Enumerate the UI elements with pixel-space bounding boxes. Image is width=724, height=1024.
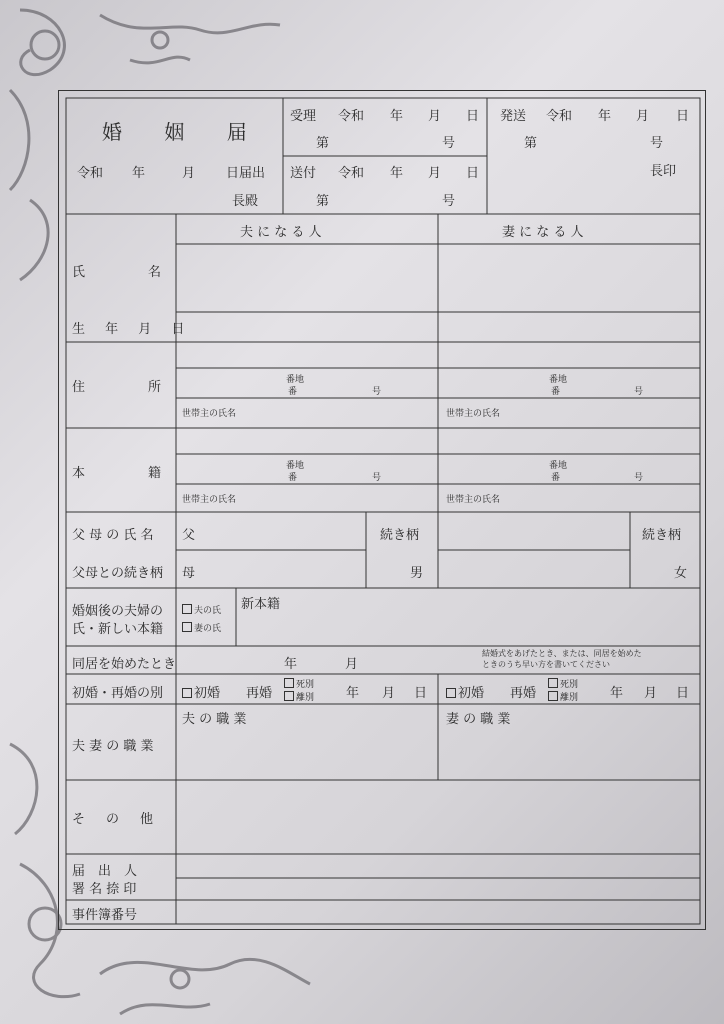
husband-kind-year: 年: [346, 686, 360, 701]
checkbox-icon: [284, 691, 294, 701]
checkbox-icon: [548, 691, 558, 701]
sofu-go: 号: [442, 194, 456, 209]
wife-shibetsu-option[interactable]: [548, 677, 578, 690]
checkbox-icon: [182, 622, 192, 632]
shin-honseki-label: 新本籍: [241, 597, 281, 612]
chodono-label: 長殿: [232, 194, 259, 209]
row-label-new-surname-1: 婚姻後の夫婦の: [72, 604, 164, 619]
husband-kind-day: 日: [414, 686, 428, 701]
dokyo-month: 月: [345, 657, 359, 672]
row-label-address: 住 所: [72, 380, 168, 395]
husband-address-setainushi: 世帯主の氏名: [182, 409, 237, 419]
checkbox-icon: [446, 688, 456, 698]
husband-zokugara-otoko: 男: [410, 566, 424, 581]
juri-day: 日: [466, 109, 480, 124]
wife-honseki-setainushi: 世帯主の氏名: [446, 495, 501, 505]
wife-rikon-option[interactable]: [548, 690, 578, 703]
husband-honseki-banchi: 番地: [286, 461, 305, 471]
husband-shokon-label: 初婚: [194, 686, 221, 701]
husband-name-field[interactable]: [177, 245, 437, 311]
husband-address-go: 号: [372, 387, 382, 397]
sofu-day: 日: [466, 166, 480, 181]
column-wife: 妻 に な る 人: [502, 225, 584, 240]
checkbox-icon: [548, 678, 558, 688]
husband-shibetsu-option[interactable]: [284, 677, 314, 690]
husband-honseki-setainushi: 世帯主の氏名: [182, 495, 237, 505]
date-day-todokede: 日届出: [226, 166, 266, 181]
surname-option-wife[interactable]: [182, 621, 221, 634]
juri-year: 年: [390, 109, 404, 124]
husband-address-ban: 番: [288, 387, 298, 397]
husband-shibetsu-label: 死別: [296, 680, 315, 690]
husband-honseki-ban: 番: [288, 473, 298, 483]
husband-mother-label: 母: [182, 566, 196, 581]
wife-rikon-label: 離別: [560, 693, 579, 703]
surname-option-husband[interactable]: [182, 603, 221, 616]
wife-shokon-option[interactable]: [446, 682, 484, 701]
husband-birth-field[interactable]: [177, 313, 437, 341]
wife-shokon-label: 初婚: [458, 686, 485, 701]
hasso-day: 日: [676, 109, 690, 124]
husband-saikon-label: 再婚: [246, 686, 273, 701]
wife-zokugara-onna: 女: [674, 566, 688, 581]
dokyo-note-2: ときのうち早い方を書いてください: [482, 660, 610, 669]
surname-option-husband-label: 夫の氏: [194, 606, 222, 616]
row-label-name: 氏 名: [72, 265, 168, 280]
column-husband: 夫 に な る 人: [240, 225, 322, 240]
husband-zokugara-label: 続き柄: [380, 528, 420, 543]
juri-go: 号: [442, 136, 456, 151]
wife-shibetsu-label: 死別: [560, 680, 579, 690]
checkbox-icon: [182, 688, 192, 698]
sofu-label: 送付: [290, 166, 317, 181]
wife-honseki-ban: 番: [551, 473, 561, 483]
dokyo-note-1: 結婚式をあげたとき、または、同居を始めた: [482, 649, 642, 658]
juri-month: 月: [428, 109, 442, 124]
wife-kind-month: 月: [644, 686, 658, 701]
wife-birth-field[interactable]: [439, 313, 699, 341]
row-label-case-no: 事件簿番号: [72, 908, 138, 923]
wife-occupation-label: 妻 の 職 業: [446, 712, 511, 727]
signer-field-1[interactable]: [177, 855, 699, 877]
hasso-month: 月: [636, 109, 650, 124]
sofu-era: 令和: [338, 166, 365, 181]
row-label-signer-1: 届 出 人: [72, 864, 138, 879]
wife-honseki-go: 号: [634, 473, 644, 483]
date-month: 月: [182, 166, 196, 181]
signer-field-2[interactable]: [177, 879, 699, 899]
husband-rikon-label: 離別: [296, 693, 315, 703]
juri-label: 受理: [290, 109, 317, 124]
row-label-dokyo: 同居を始めたとき: [72, 657, 177, 672]
hasso-dai: 第: [524, 136, 538, 151]
wife-zokugara-label: 続き柄: [642, 528, 682, 543]
checkbox-icon: [284, 678, 294, 688]
surname-option-wife-label: 妻の氏: [194, 624, 222, 634]
hasso-era: 令和: [546, 109, 573, 124]
row-label-signer-2: 署 名 捺 印: [72, 882, 137, 897]
checkbox-icon: [182, 604, 192, 614]
row-label-other: そ の 他: [72, 812, 158, 827]
husband-shokon-option[interactable]: [182, 682, 220, 701]
dokyo-year: 年: [284, 657, 298, 672]
hasso-go: 号: [650, 136, 664, 151]
hasso-label: 発送: [500, 109, 527, 124]
sofu-year: 年: [390, 166, 404, 181]
wife-address-setainushi: 世帯主の氏名: [446, 409, 501, 419]
wife-address-banchi: 番地: [549, 375, 568, 385]
row-label-honseki: 本 籍: [72, 466, 168, 481]
row-label-occupation: 夫 妻 の 職 業: [72, 739, 154, 754]
row-label-relation: 父母との続き柄: [72, 566, 164, 581]
row-label-first-remarriage: 初婚・再婚の別: [72, 686, 164, 701]
juri-era: 令和: [338, 109, 365, 124]
other-field[interactable]: [177, 781, 699, 853]
wife-address-ban: 番: [551, 387, 561, 397]
row-label-new-surname-2: 氏・新しい本籍: [72, 622, 164, 637]
date-year: 年: [132, 166, 146, 181]
form-title: 婚 姻 届: [102, 120, 265, 144]
husband-occupation-label: 夫 の 職 業: [182, 712, 247, 727]
hasso-choin: 長印: [650, 164, 677, 179]
wife-name-field[interactable]: [439, 245, 699, 311]
date-era: 令和: [77, 166, 104, 181]
wife-kind-day: 日: [676, 686, 690, 701]
wife-kind-year: 年: [610, 686, 624, 701]
row-label-birth: 生 年 月 日: [72, 322, 193, 337]
husband-address-banchi: 番地: [286, 375, 305, 385]
husband-father-label: 父: [182, 528, 196, 543]
husband-rikon-option[interactable]: [284, 690, 314, 703]
sofu-month: 月: [428, 166, 442, 181]
juri-dai: 第: [316, 136, 330, 151]
hasso-year: 年: [598, 109, 612, 124]
sofu-dai: 第: [316, 194, 330, 209]
husband-honseki-go: 号: [372, 473, 382, 483]
wife-saikon-label: 再婚: [510, 686, 537, 701]
case-number-field[interactable]: [177, 901, 699, 923]
husband-kind-month: 月: [382, 686, 396, 701]
row-label-parents: 父 母 の 氏 名: [72, 528, 154, 543]
wife-honseki-banchi: 番地: [549, 461, 568, 471]
wife-address-go: 号: [634, 387, 644, 397]
